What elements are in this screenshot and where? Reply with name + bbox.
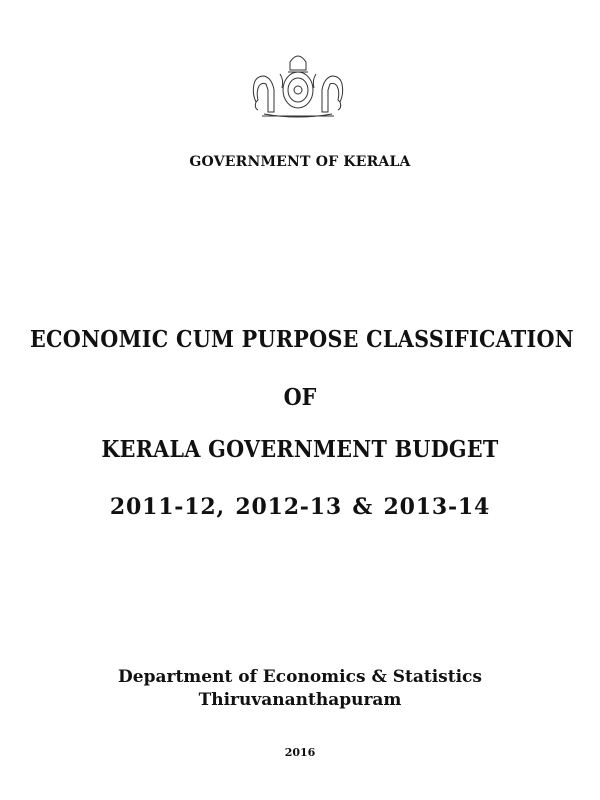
city-name: Thiruvananthapuram xyxy=(198,690,402,710)
government-name: GOVERNMENT OF KERALA xyxy=(189,154,411,170)
budget-years: 2011-12, 2012-13 & 2013-14 xyxy=(109,494,491,520)
publication-year: 2016 xyxy=(284,746,316,759)
kerala-state-emblem-icon xyxy=(244,50,352,120)
title-line-2: OF xyxy=(283,384,317,411)
department-name: Department of Economics & Statistics xyxy=(118,667,482,687)
title-line-3: KERALA GOVERNMENT BUDGET xyxy=(101,436,499,463)
title-line-1: ECONOMIC CUM PURPOSE CLASSIFICATION xyxy=(30,326,575,353)
